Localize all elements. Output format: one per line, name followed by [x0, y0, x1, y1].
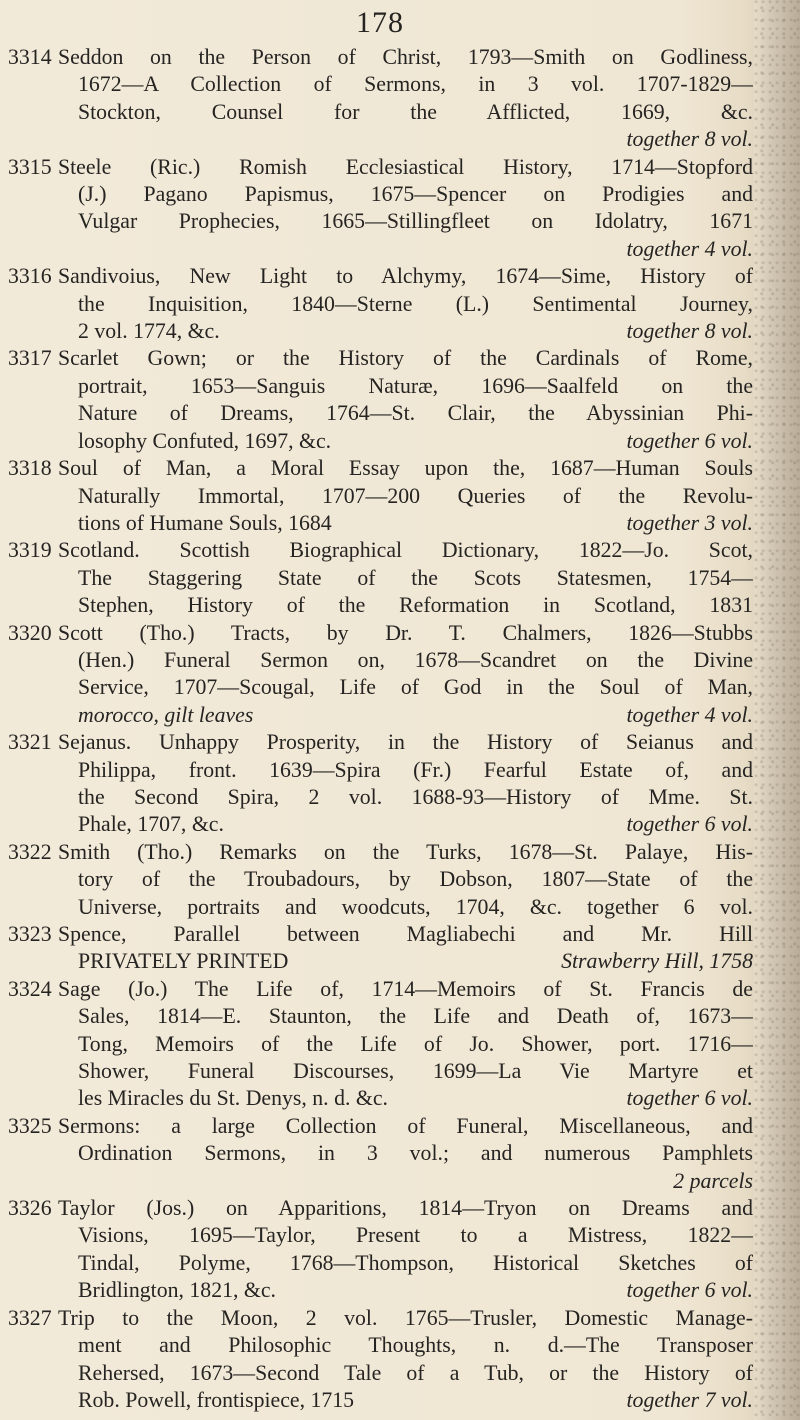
lot-number: 3315	[8, 154, 52, 179]
entry-line: PRIVATELY PRINTED	[78, 949, 289, 974]
entry-line: Visions, 1695—Taylor, Present to a Mistress, 1822—	[78, 1223, 753, 1248]
entry-line: Sandivoius, New Light to Alchymy, 1674—Sime, History of	[58, 264, 753, 289]
entry-line: Tindal, Polyme, 1768—Thompson, Historical Sketches of	[78, 1250, 753, 1275]
volume-count: together 3 vol.	[626, 510, 753, 535]
catalogue-entry	[8, 1113, 753, 1195]
entry-line: Scarlet Gown; or the History of the Cardinals of Rome,	[58, 346, 753, 371]
entry-line: (J.) Pagano Papismus, 1675—Spencer on Prodigies and	[78, 182, 753, 207]
lot-number: 3326	[8, 1196, 52, 1221]
catalogue-entry	[8, 1305, 753, 1415]
lot-number: 3317	[8, 346, 52, 371]
catalogue-entry	[8, 154, 753, 264]
catalogue-entry	[8, 345, 753, 455]
entry-line: Universe, portraits and woodcuts, 1704, &c. together 6 vol.	[78, 894, 753, 919]
entry-line: Scott (Tho.) Tracts, by Dr. T. Chalmers, 1826—Stubbs	[58, 620, 753, 645]
entry-line: Shower, Funeral Discourses, 1699—La Vie Martyre et	[78, 1059, 753, 1084]
volume-count: together 6 vol.	[626, 1278, 753, 1303]
lot-number: 3322	[8, 839, 52, 864]
entry-line: portrait, 1653—Sanguis Naturæ, 1696—Saalfeld on the	[78, 373, 753, 398]
lot-number: 3324	[8, 976, 52, 1001]
entry-line: Sales, 1814—E. Staunton, the Life and Death of, 1673—	[78, 1004, 753, 1029]
entry-last-line	[58, 702, 753, 729]
lot-number: 3316	[8, 264, 52, 289]
entry-line: morocco, gilt leaves	[78, 702, 254, 727]
catalogue-entry	[8, 729, 753, 839]
entry-line: 2 vol. 1774, &c.	[78, 319, 220, 344]
entry-line: Rehersed, 1673—Second Tale of a Tub, or the History of	[78, 1360, 753, 1385]
entry-line: Steele (Ric.) Romish Ecclesiastical History, 1714—Stopford	[58, 154, 753, 179]
catalogue-entry	[8, 537, 753, 619]
entry-line: Smith (Tho.) Remarks on the Turks, 1678—St. Palaye, His-	[58, 839, 753, 864]
entry-last-line	[58, 811, 753, 838]
entry-line: Phale, 1707, &c.	[78, 812, 224, 837]
entry-line: Bridlington, 1821, &c.	[78, 1278, 276, 1303]
volume-count: together 8 vol.	[626, 319, 753, 344]
volume-count: Strawberry Hill, 1758	[561, 949, 753, 974]
volume-count: together 7 vol.	[626, 1387, 753, 1412]
entry-line: Naturally Immortal, 1707—200 Queries of the Revolu-	[78, 483, 753, 508]
volume-count: together 6 vol.	[626, 428, 753, 453]
entry-line: Spence, Parallel between Magliabechi and Mr. Hill	[58, 922, 753, 946]
entry-line: losophy Confuted, 1697, &c.	[78, 428, 332, 453]
entry-line: The Staggering State of the Scots Statesmen, 1754—	[78, 565, 753, 590]
lot-number: 3321	[8, 730, 52, 755]
catalogue-entry	[8, 455, 753, 537]
entry-line: Trip to the Moon, 2 vol. 1765—Trusler, Domestic Manage-	[58, 1305, 753, 1330]
catalogue-entry	[8, 44, 753, 154]
entry-last-line	[58, 948, 753, 975]
entry-line: tions of Humane Souls, 1684	[78, 510, 332, 535]
entry-line: Seddon on the Person of Christ, 1793—Smith on Godliness,	[58, 45, 753, 69]
volume-count: together 8 vol.	[626, 127, 753, 152]
catalogue-entry	[8, 839, 753, 921]
volume-count: together 4 vol.	[626, 702, 753, 727]
lot-number: 3318	[8, 456, 52, 481]
lot-number: 3325	[8, 1113, 52, 1138]
catalogue-entry	[8, 620, 753, 730]
entry-line: les Miracles du St. Denys, n. d. &c.	[78, 1086, 388, 1111]
entry-line: 1672—A Collection of Sermons, in 3 vol. 1707-1829—	[78, 72, 753, 97]
entry-line: tory of the Troubadours, by Dobson, 1807—State of the	[78, 867, 753, 892]
entry-line: Sage (Jo.) The Life of, 1714—Memoirs of St. Francis de	[58, 976, 753, 1001]
entry-last-line	[58, 318, 753, 345]
entry-last-line	[58, 1277, 753, 1304]
entry-last-line	[58, 1085, 753, 1112]
lot-number: 3314	[8, 45, 52, 69]
entry-line: Sejanus. Unhappy Prosperity, in the History of Seianus and	[58, 730, 753, 755]
catalogue-entry	[8, 263, 753, 345]
volume-count: together 6 vol.	[626, 812, 753, 837]
entry-line: Soul of Man, a Moral Essay upon the, 1687—Human Souls	[58, 456, 753, 481]
volume-count: 2 parcels	[673, 1168, 753, 1193]
page-edge	[754, 0, 800, 1420]
lot-number: 3320	[8, 620, 52, 645]
entry-line: Stockton, Counsel for the Afflicted, 1669, &c.	[78, 99, 753, 124]
entry-line: Tong, Memoirs of the Life of Jo. Shower, port. 1716—	[78, 1031, 753, 1056]
entry-line: Rob. Powell, frontispiece, 1715	[78, 1387, 355, 1412]
entry-line: the Inquisition, 1840—Sterne (L.) Sentimental Journey,	[78, 291, 753, 316]
entry-line: Service, 1707—Scougal, Life of God in the Soul of Man,	[78, 675, 753, 700]
entry-line: Ordination Sermons, in 3 vol.; and numerous Pamphlets	[78, 1141, 753, 1166]
lot-number: 3323	[8, 922, 52, 946]
entry-line: Sermons: a large Collection of Funeral, Miscellaneous, and	[58, 1113, 753, 1138]
entry-last-line	[58, 428, 753, 455]
entry-last-line	[58, 510, 753, 537]
entry-line: ment and Philosophic Thoughts, n. d.—The Transposer	[78, 1333, 753, 1358]
entry-line: the Second Spira, 2 vol. 1688-93—History of Mme. St.	[78, 784, 753, 809]
entry-line: Taylor (Jos.) on Apparitions, 1814—Tryon on Dreams and	[58, 1196, 753, 1221]
lot-number: 3319	[8, 538, 52, 563]
entry-line: Philippa, front. 1639—Spira (Fr.) Fearful Estate of, and	[78, 757, 753, 782]
entry-last-line	[58, 1387, 753, 1414]
volume-count: together 4 vol.	[626, 236, 753, 261]
catalogue-entry	[8, 1195, 753, 1305]
entry-line: (Hen.) Funeral Sermon on, 1678—Scandret on the Divine	[78, 647, 753, 672]
catalogue-entry	[8, 976, 753, 1113]
page-number: 178	[356, 6, 404, 39]
volume-count: together 6 vol.	[626, 1086, 753, 1111]
catalogue-entries	[8, 44, 753, 1414]
entry-line: Stephen, History of the Reformation in Scotland, 1831	[78, 593, 753, 618]
lot-number: 3327	[8, 1305, 52, 1330]
entry-line: Nature of Dreams, 1764—St. Clair, the Abyssinian Phi-	[78, 401, 753, 426]
entry-line: Vulgar Prophecies, 1665—Stillingfleet on Idolatry, 1671	[78, 209, 753, 234]
entry-line: Scotland. Scottish Biographical Dictionary, 1822—Jo. Scot,	[58, 538, 753, 563]
catalogue-entry	[8, 921, 753, 976]
